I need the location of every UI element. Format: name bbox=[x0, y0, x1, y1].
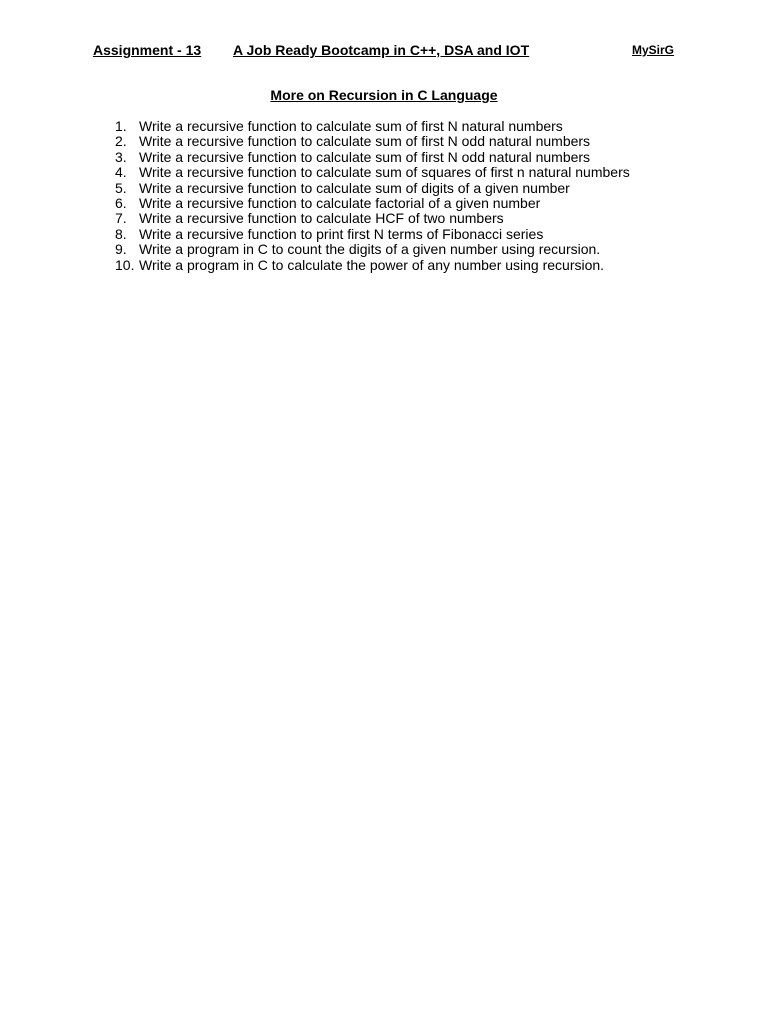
brand-label: MySirG bbox=[632, 43, 675, 57]
assignment-label: Assignment - 13 bbox=[93, 42, 202, 58]
item-number: 6. bbox=[115, 195, 127, 212]
item-number: 4. bbox=[115, 164, 127, 181]
list-item bbox=[115, 165, 630, 180]
item-number: 3. bbox=[115, 148, 127, 165]
item-number: 10. bbox=[115, 256, 135, 273]
item-text: Write a program in C to calculate the power of any number using recursion. bbox=[139, 256, 605, 273]
item-text: Write a recursive function to calculate factorial of a given number bbox=[139, 195, 541, 212]
item-text: Write a recursive function to calculate sum of first N odd natural numbers bbox=[139, 133, 591, 150]
item-text: Write a program in C to count the digits of a given number using recursion. bbox=[139, 241, 601, 258]
list-item bbox=[115, 227, 630, 242]
list-item bbox=[115, 196, 630, 211]
item-number: 7. bbox=[115, 210, 127, 227]
list-item bbox=[115, 119, 630, 134]
item-text: Write a recursive function to calculate sum of digits of a given number bbox=[139, 179, 570, 196]
item-text: Write a recursive function to calculate sum of squares of first n natural numbers bbox=[139, 164, 630, 181]
item-text: Write a recursive function to calculate sum of first N odd natural numbers bbox=[139, 148, 591, 165]
question-list bbox=[115, 119, 630, 273]
list-item bbox=[115, 134, 630, 149]
item-number: 5. bbox=[115, 179, 127, 196]
list-item bbox=[115, 242, 630, 257]
item-number: 2. bbox=[115, 133, 127, 150]
list-item bbox=[115, 181, 630, 196]
page-title: More on Recursion in C Language bbox=[270, 87, 498, 103]
item-text: Write a recursive function to calculate HCF of two numbers bbox=[139, 210, 504, 227]
item-number: 1. bbox=[115, 118, 127, 134]
item-text: Write a recursive function to print first N terms of Fibonacci series bbox=[139, 225, 544, 242]
course-title: A Job Ready Bootcamp in C++, DSA and IOT bbox=[233, 42, 530, 58]
item-text: Write a recursive function to calculate sum of first N natural numbers bbox=[139, 118, 563, 134]
item-number: 9. bbox=[115, 241, 127, 258]
list-item bbox=[115, 211, 630, 226]
list-item bbox=[115, 150, 630, 165]
list-item bbox=[115, 258, 630, 273]
item-number: 8. bbox=[115, 225, 127, 242]
